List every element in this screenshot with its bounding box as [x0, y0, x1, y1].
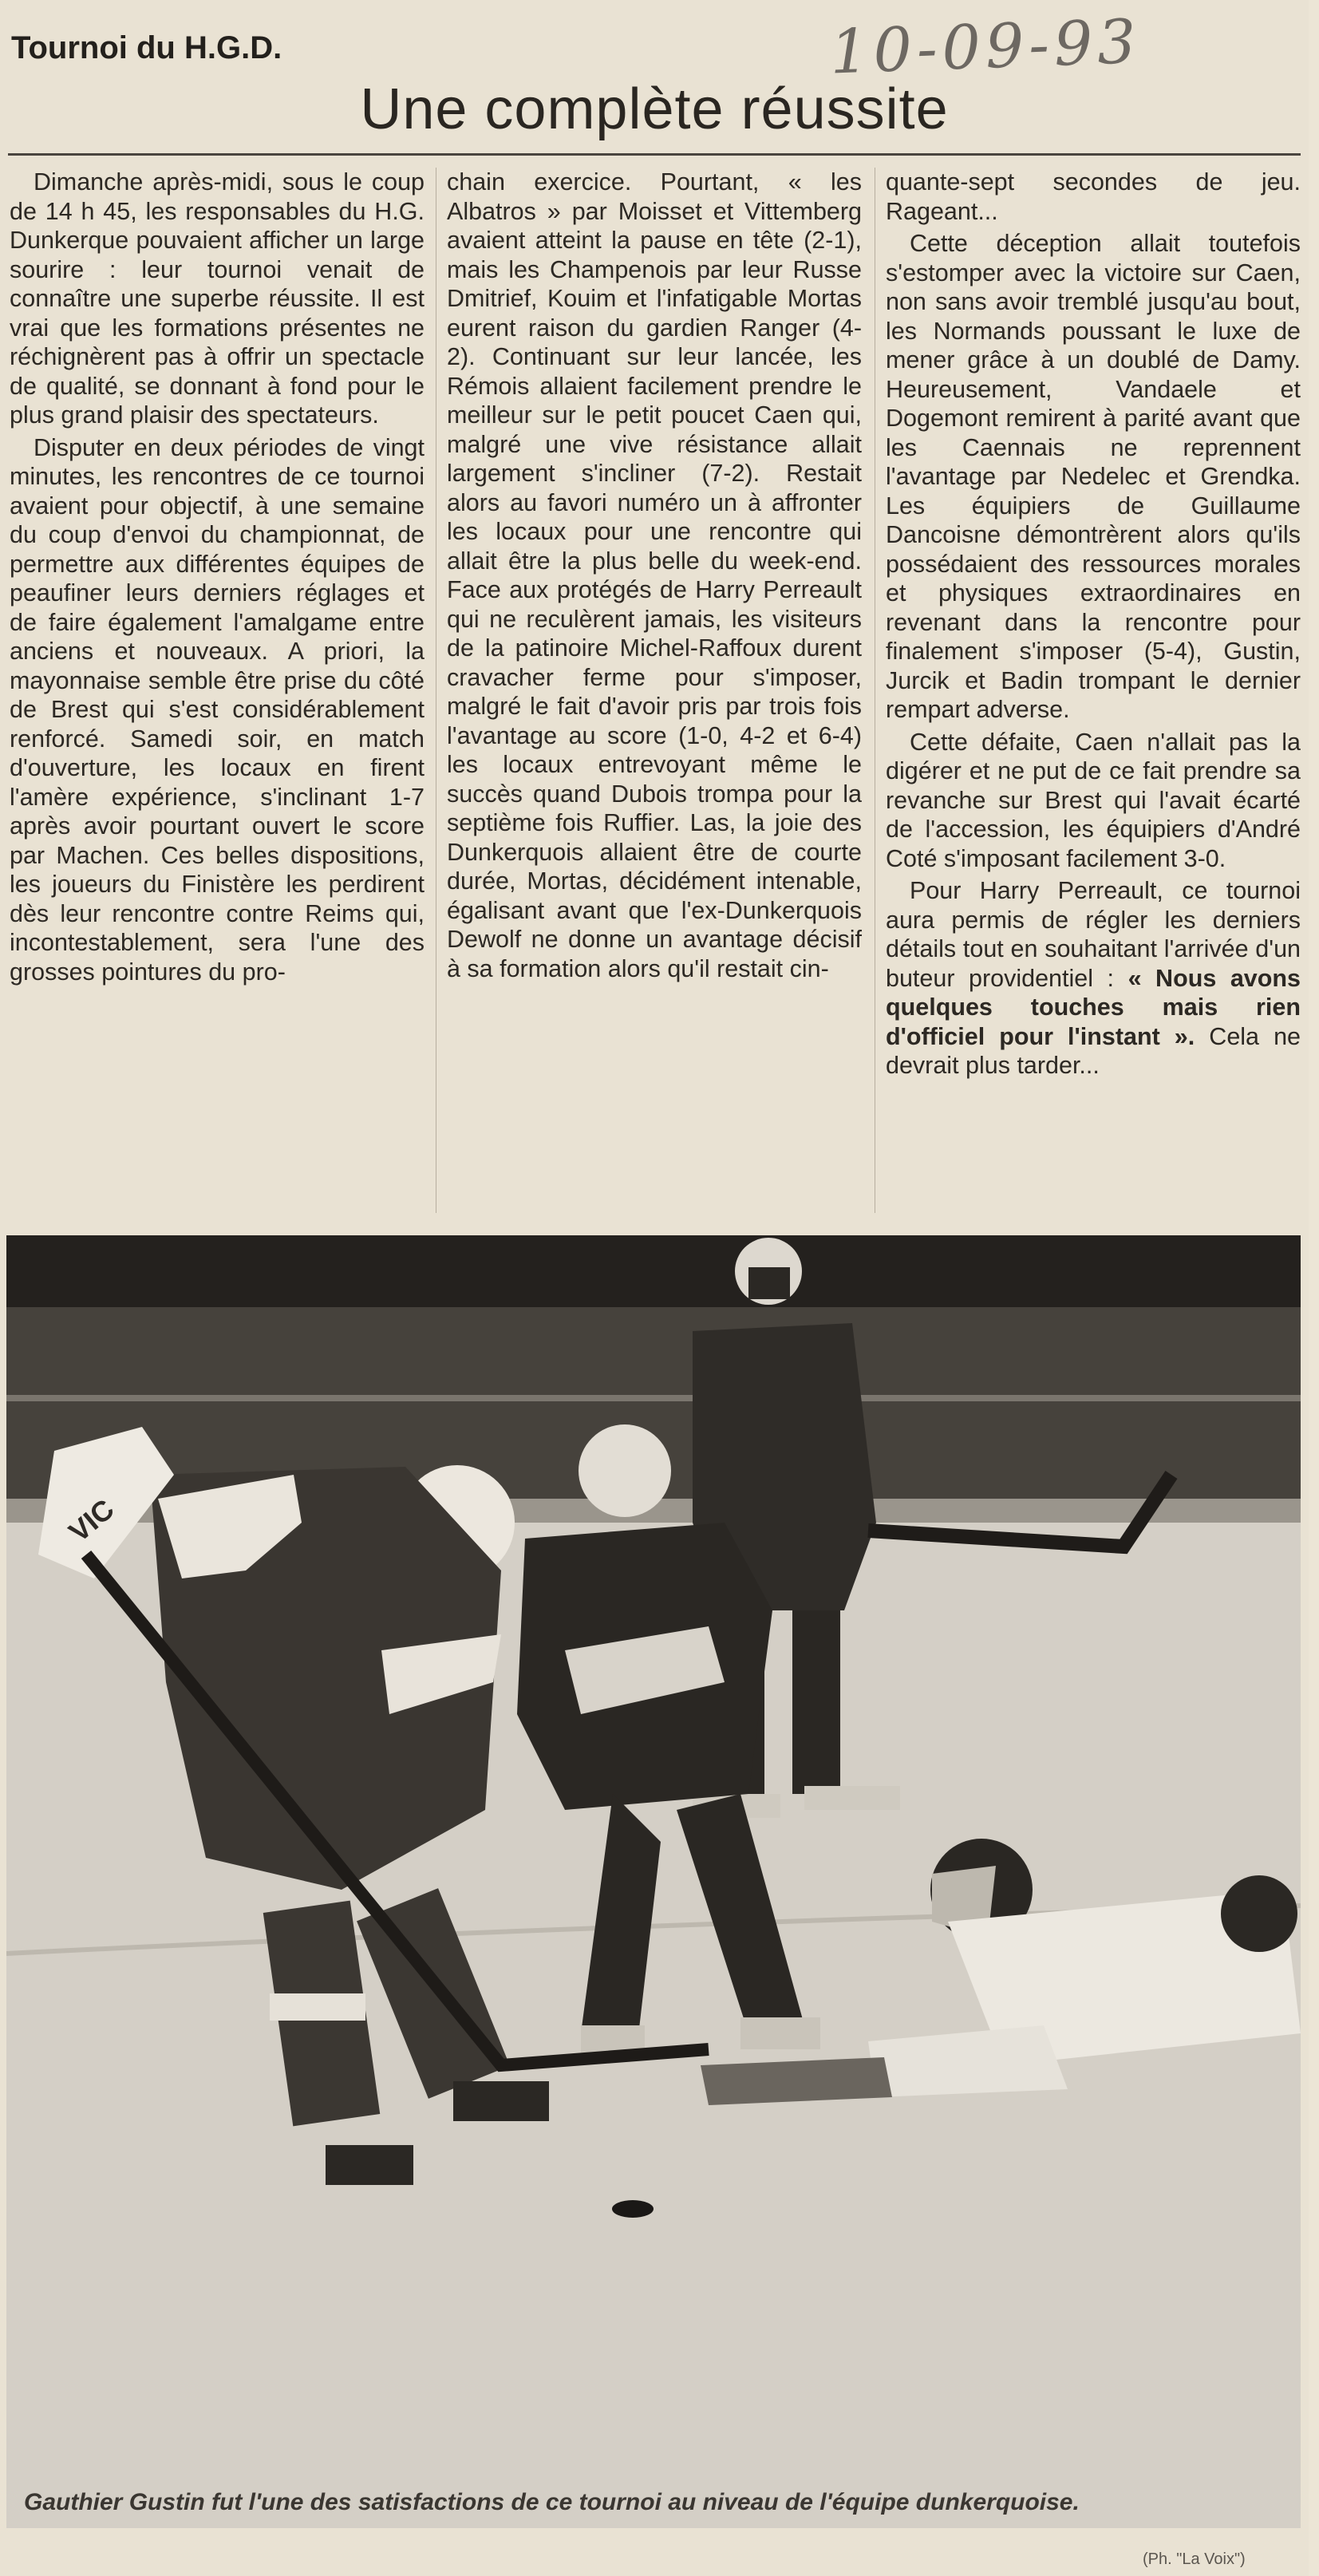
quote: « Nous avons quelques touches mais rien d'officiel pour l'instant ». [886, 964, 1301, 1050]
headline: Une complète réussite [360, 77, 949, 141]
quote-tail: Cela ne devrait plus tarder... [886, 1022, 1301, 1079]
handwritten-date: 10-09-93 [828, 5, 1142, 88]
hockey-photo [6, 1235, 1301, 2528]
paragraph: Dimanche après-midi, sous le coup de 14 h 45, les responsables du H.G. Dunkerque pouvaient afficher un large sourire : leur tournoi venait de connaître une superbe réussite. Il est vrai que les formations présentes ne réchignèrent pas à offrir un spectacle de qualité, se donnant à fond pour le plus grand plaisir des spectateurs. [10, 168, 425, 429]
stands-shadow [6, 1235, 1301, 1307]
glove-text: VIC [62, 1492, 120, 1549]
article-column-2 [447, 168, 862, 983]
kicker: Tournoi du H.G.D. [11, 30, 282, 65]
paragraph-quote [886, 876, 1301, 1081]
article-column-1 [10, 168, 425, 986]
photo-credit: (Ph. "La Voix") [1143, 2550, 1246, 2568]
article-column-3 [886, 168, 1301, 1081]
paragraph: Cette défaite, Caen n'allait pas la digérer et ne put de ce fait prendre sa revanche sur Brest qui l'avait écarté de l'accession, les équipiers d'André Coté s'imposant facilement 3-0. [886, 728, 1301, 872]
quote-intro: Pour Harry Perreault, ce tournoi aura permis de régler les derniers détails tout en souhaitant l'arrivée d'un buteur providentiel : [886, 877, 1301, 992]
header-rule [8, 153, 1301, 156]
paragraph: quante-sept secondes de jeu. Rageant... [886, 168, 1301, 225]
paragraph: Cette déception allait toutefois s'estomper avec la victoire sur Caen, non sans avoir tremblé jusqu'au bout, les Normands poussant le luxe de mener grâce à un doublé de Damy. Heureusement, Vandaele et Dogemont remirent à parité avant que les Caennais ne reprennent l'avantage par Nedelec et Grendka. Les équipiers de Guillaume Dancoisne démontrèrent alors qu'ils possédaient des ressources morales et physiques extraordinaires en revenant dans la rencontre pour finalement s'imposer (5-4), Gustin, Jurcik et Badin trompant le dernier rempart adverse. [886, 230, 1301, 723]
photo-caption: Gauthier Gustin fut l'une des satisfactions de ce tournoi au niveau de l'équipe dunkerquoise. [24, 2489, 1080, 2515]
puck [612, 2200, 654, 2218]
paragraph: Disputer en deux périodes de vingt minutes, les rencontres de ce tournoi avaient pour objectif, à une semaine du coup d'envoi du championnat, de permettre aux différentes équipes de peaufiner leurs derniers réglages et de faire également l'amalgame entre anciens et nouveaux. A priori, la mayonnaise semble être prise du côté de Brest qui s'est considérablement renforcé. Samedi soir, en match d'ouverture, les locaux en firent l'amère expérience, s'inclinant 1-7 après avoir pourtant ouvert le score par Machen. Ces belles dispositions, les joueurs du Finistère les perdirent dès leur rencontre contre Reims qui, incontestablement, sera l'une des grosses pointures du pro- [10, 433, 425, 986]
paragraph: chain exercice. Pourtant, « les Albatros » par Moisset et Vittemberg avaient atteint la pause en tête (2-1), mais les Champenois par leur Russe Dmitrief, Kouim et l'infatigable Mortas eurent raison du gardien Ranger (4-2). Continuant sur leur lancée, les Rémois allaient facilement prendre le meilleur sur le petit poucet Caen qui, malgré une vive résistance allait largement s'incliner (7-2). Restait alors au favori numéro un à affronter les locaux pour une rencontre qui allait être la plus belle du week-end. Face aux protégés de Harry Perreault qui ne reculèrent jamais, les visiteurs de la patinoire Michel-Raffoux durent cravacher ferme pour s'imposer, malgré le fait d'avoir pris par trois fois l'avantage au score (1-0, 4-2 et 6-4) les locaux entrevoyant même le succès quand Dubois trompa pour la septième fois Ruffier. Las, la joie des Dunkerquois allaient être de courte durée, Mortas, décidément intenable, égalisant avant que l'ex-Dunkerquois Dewolf ne donne un avantage décisif à sa formation alors qu'il restait cin- [447, 168, 862, 982]
